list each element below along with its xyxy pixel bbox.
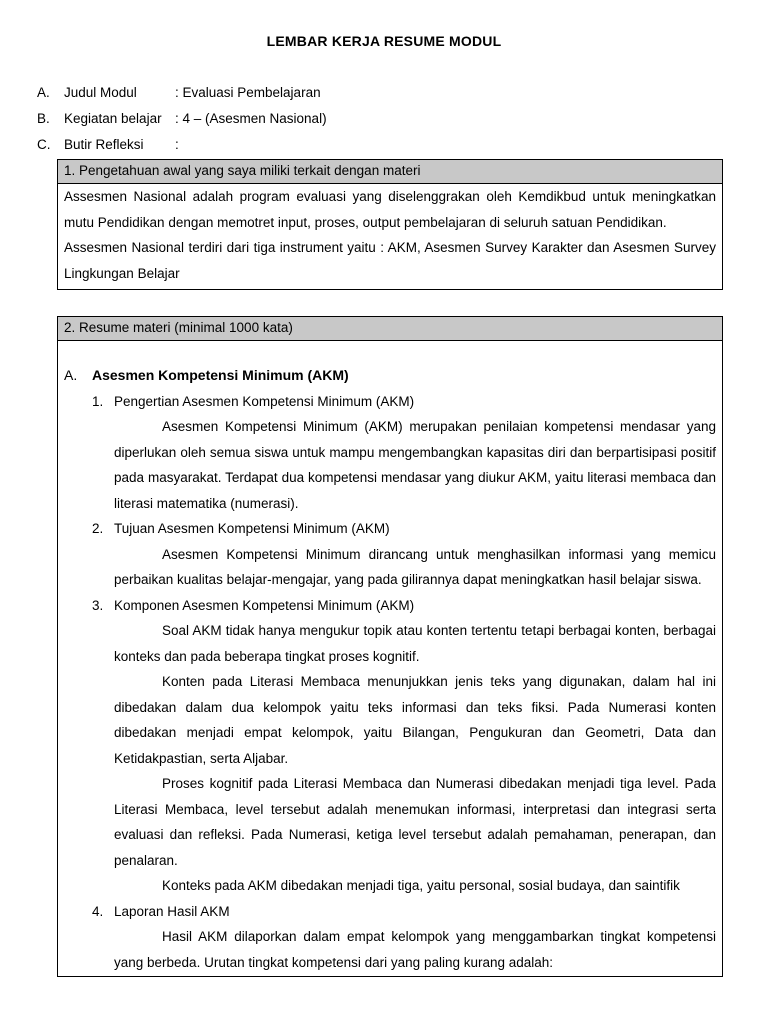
item-paragraph: Soal AKM tidak hanya mengukur topik atau konten tertentu tetapi berbagai konten, berbagai konteks dan pada beberapa tingkat proses kognitif.	[114, 623, 716, 664]
meta-value: : Evaluasi Pembelajaran	[175, 85, 321, 100]
meta-value: : 4 – (Asesmen Nasional)	[175, 111, 327, 126]
resume-box	[57, 316, 723, 977]
item-paragraph: Proses kognitif pada Literasi Membaca dan Numerasi dibedakan menjadi tiga level. Pada Literasi Membaca, level tersebut adalah menemukan informasi, interpretasi dan integrasi serta evaluasi dan refleksi. Pada Numerasi, ketiga level tersebut adalah pemahaman, penerapan, dan penalaran.	[114, 776, 716, 868]
item-number: 3.	[92, 597, 104, 613]
item-heading	[64, 516, 716, 542]
item-heading	[64, 899, 716, 925]
item-heading	[64, 593, 716, 619]
prior-knowledge-header: 1. Pengetahuan awal yang saya miliki terkait dengan materi	[58, 160, 722, 184]
section-letter: A.	[64, 367, 78, 383]
meta-letter: B.	[37, 111, 50, 126]
prior-knowledge-paragraph: Assesmen Nasional terdiri dari tiga instrument yaitu : AKM, Asesmen Survey Karakter dan Asesmen Survey Lingkungan Belajar	[64, 240, 716, 281]
item-paragraph: Asesmen Kompetensi Minimum dirancang untuk menghasilkan informasi yang memicu perbaikan kualitas belajar-mengajar, yang pada gilirannya dapat meningkatkan hasil belajar siswa.	[114, 546, 716, 587]
section-title: Asesmen Kompetensi Minimum (AKM)	[92, 367, 349, 383]
item-number: 2.	[92, 521, 104, 536]
meta-label: Butir Refleksi	[64, 137, 144, 152]
item-title: Tujuan Asesmen Kompetensi Minimum (AKM)	[114, 521, 390, 536]
item-paragraph: Hasil AKM dilaporkan dalam empat kelompok yang menggambarkan tingkat kompetensi yang berbeda. Urutan tingkat kompetensi dari yang paling kurang adalah:	[114, 929, 716, 970]
item-paragraph: Konten pada Literasi Membaca menunjukkan jenis teks yang digunakan, dalam hal ini dibedakan dalam dua kelompok yaitu teks informasi dan teks fiksi. Pada Numerasi konten dibedakan menjadi empat kelompok, yaitu Bilangan, Pengukuran dan Geometri, Data dan Ketidakpastian, serta Aljabar.	[114, 674, 716, 766]
item-title: Komponen Asesmen Kompetensi Minimum (AKM)	[114, 597, 415, 613]
meta-value: :	[175, 137, 179, 152]
item-number: 4.	[92, 903, 104, 919]
document-title: LEMBAR KERJA RESUME MODUL	[266, 33, 502, 49]
meta-label: Kegiatan belajar	[64, 111, 162, 126]
prior-knowledge-box	[57, 159, 723, 290]
item-number: 1.	[92, 393, 104, 409]
section-heading	[64, 363, 716, 389]
meta-letter: C.	[37, 137, 51, 152]
resume-header: 2. Resume materi (minimal 1000 kata)	[58, 317, 722, 341]
prior-knowledge-paragraph: Assesmen Nasional adalah program evaluasi yang diselenggrakan oleh Kemdikbud untuk meningkatkan mutu Pendidikan dengan memotret input, proses, output pembelajaran di seluruh satuan Pendidikan.	[64, 189, 716, 230]
meta-letter: A.	[37, 85, 50, 100]
item-paragraph: Konteks pada AKM dibedakan menjadi tiga, yaitu personal, sosial budaya, dan saintifik	[162, 878, 680, 893]
meta-label: Judul Modul	[64, 85, 137, 100]
item-heading	[64, 389, 716, 415]
item-title: Laporan Hasil AKM	[114, 903, 230, 919]
item-paragraph: Asesmen Kompetensi Minimum (AKM) merupakan penilaian kompetensi mendasar yang diperlukan oleh semua siswa untuk mampu mengembangkan kapasitas diri dan berpartisipasi positif pada masyarakat. Terdapat dua kompetensi mendasar yang diukur AKM, yaitu literasi membaca dan literasi matematika (numerasi).	[114, 419, 716, 511]
item-title: Pengertian Asesmen Kompetensi Minimum (AKM)	[114, 393, 415, 409]
